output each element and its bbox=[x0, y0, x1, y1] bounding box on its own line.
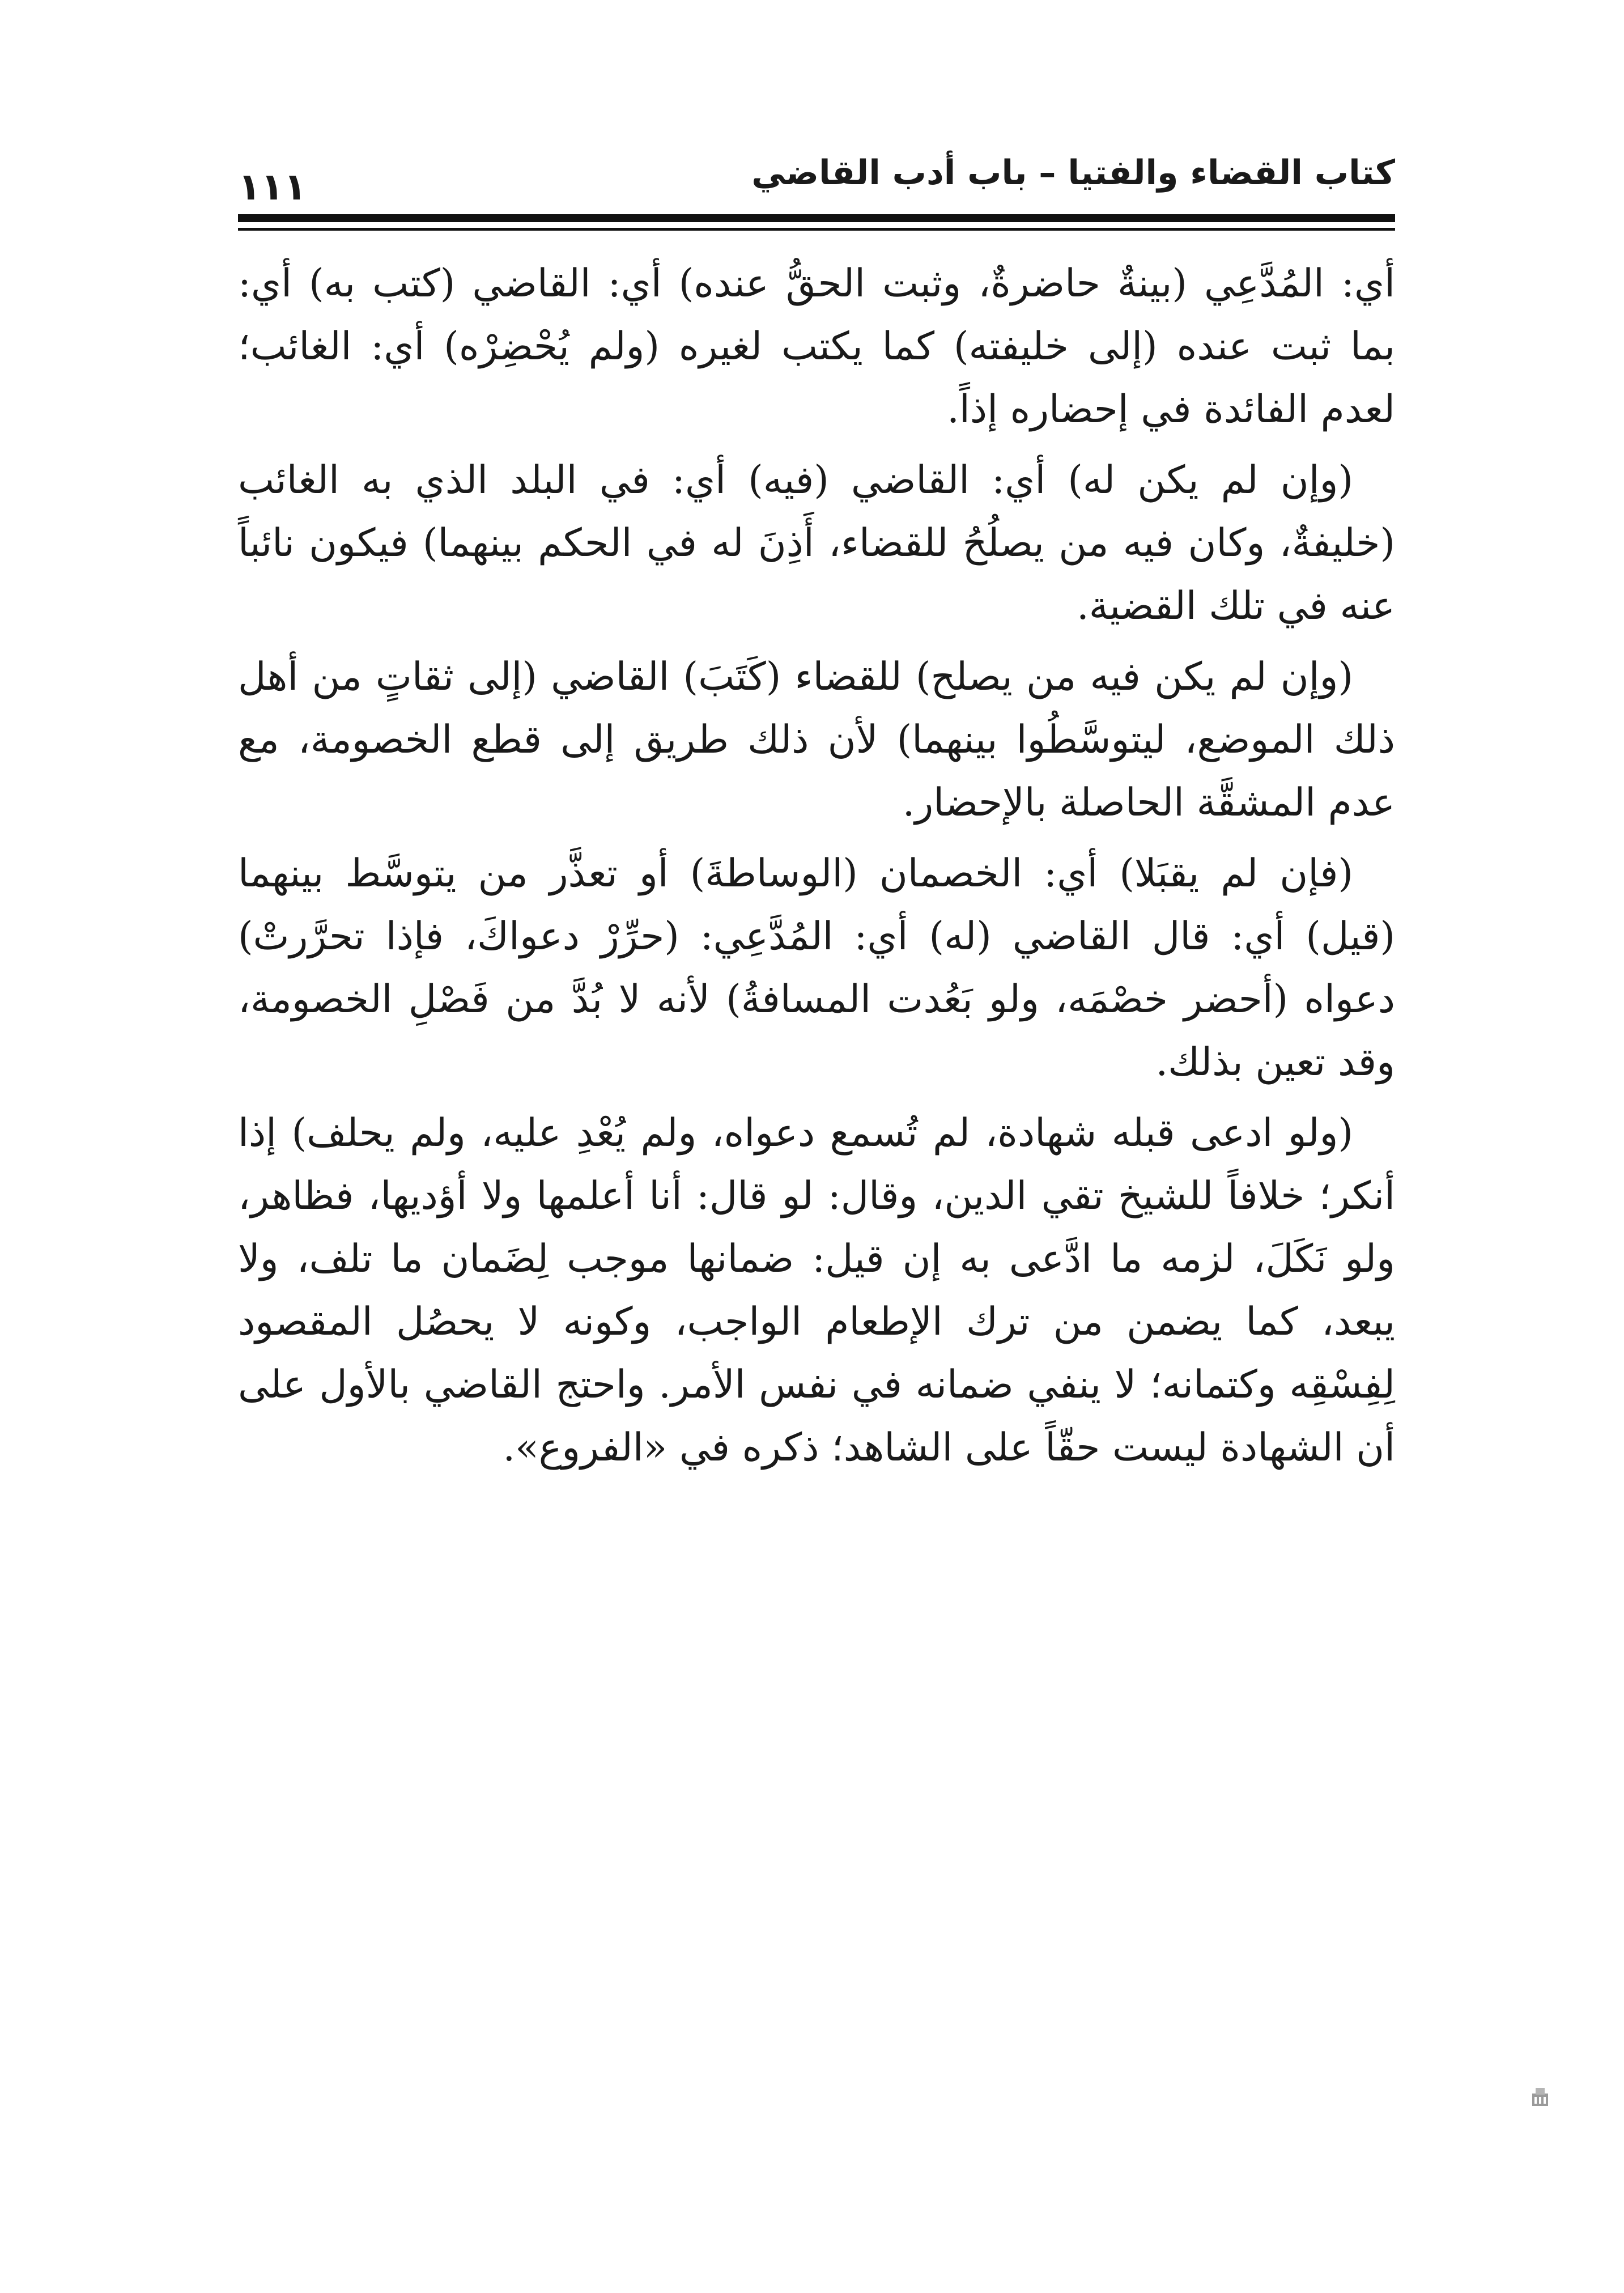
paragraph-4-text: (فإن لم يقبَلا) أي: الخصمان (الوساطةَ) أو تعذَّر من يتوسَّط بينهما (قيل) أي: قال القاضي (له) أي: المُدَّعِي: (حرِّرْ دعواكَ، فإذا تحرَّرتْ) دعواه (أحضر خصْمَه، ولو بَعُدت المسافةُ) لأنه لا بُدَّ من فَصْلِ الخصومة، وقد تعين بذلك. bbox=[238, 851, 1395, 1085]
header-title: كتاب القضاء والفتيا – باب أدب القاضي bbox=[751, 153, 1395, 193]
header-rule-thin bbox=[238, 228, 1395, 231]
paragraph-1 bbox=[238, 252, 1395, 441]
page-number: ١١١ bbox=[238, 165, 307, 209]
header-rule-thick bbox=[238, 214, 1395, 222]
paragraph-5 bbox=[238, 1102, 1395, 1479]
paragraph-2-text: (وإن لم يكن له) أي: القاضي (فيه) أي: في البلد الذي به الغائب (خليفةٌ، وكان فيه من يصلُحُ للقضاء، أَذِنَ له في الحكم بينهما) فيكون نائباً عنه في تلك القضية. bbox=[238, 458, 1395, 629]
paragraph-3 bbox=[238, 646, 1395, 834]
paragraph-3-text: (وإن لم يكن فيه من يصلح) للقضاء (كَتَبَ) القاضي (إلى ثقاتٍ من أهل ذلك الموضع، ليتوسَّطُوا بينهما) لأن ذلك طريق إلى قطع الخصومة، مع عدم المشقَّة الحاصلة بالإحضار. bbox=[238, 655, 1396, 825]
paragraph-4 bbox=[238, 842, 1395, 1094]
paragraph-2 bbox=[238, 449, 1395, 638]
paragraph-5-text: (ولو ادعى قبله شهادة، لم تُسمع دعواه، ولم يُعْدِ عليه، ولم يحلف) إذا أنكر؛ خلافاً للشيخ تقي الدين، وقال: لو قال: أنا أعلمها ولا أؤديها، فظاهر، ولو نَكَلَ، لزمه ما ادَّعى به إن قيل: ضمانها موجب لِضَمان ما تلف، ولا يبعد، كما يضمن من ترك الإطعام الواجب، وكونه لا يحصُل المقصود لِفِسْقِه وكتمانه؛ لا ينفي ضمانه في نفس الأمر. واحتج القاضي بالأول على أن الشهادة ليست حقّاً على الشاهد؛ ذكره في «الفروع». bbox=[238, 1111, 1396, 1470]
library-logo-icon bbox=[1530, 2086, 1550, 2108]
paragraph-1-text: أي: المُدَّعِي (بينةٌ حاضرةٌ، وثبت الحقُّ عنده) أي: القاضي (كتب به) أي: بما ثبت عنده (إلى خليفته) كما يكتب لغيره (ولم يُحْضِرْه) أي: الغائب؛ لعدم الفائدة في إحضاره إذاً. bbox=[238, 261, 1395, 432]
running-header bbox=[238, 142, 1395, 209]
body-text bbox=[238, 252, 1395, 1487]
